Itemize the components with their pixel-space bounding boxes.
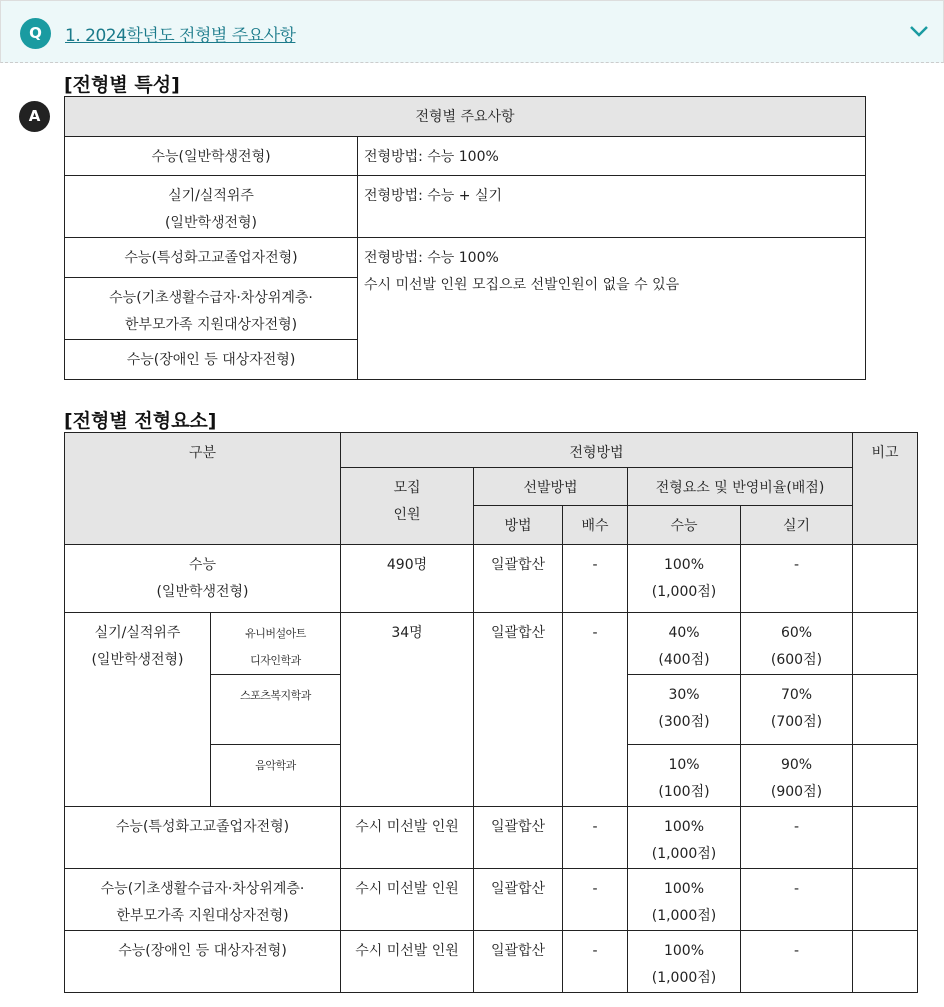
category-cell: 수능(특성화고교졸업자전형) xyxy=(65,807,341,869)
table-row xyxy=(65,238,866,278)
note-cell xyxy=(853,931,918,993)
cell-line: 90% xyxy=(780,757,813,773)
answer-badge: A xyxy=(19,101,50,132)
dept-cell: 스포츠복지학과 xyxy=(211,675,341,745)
csat-cell xyxy=(628,745,741,807)
practical-cell xyxy=(741,675,853,745)
cell-line: 100% xyxy=(663,881,705,897)
multiple-cell: - xyxy=(563,931,628,993)
cell-line: (1,000점) xyxy=(651,970,717,986)
note-cell xyxy=(853,869,918,931)
table-row xyxy=(65,545,918,613)
cell-line: 100% xyxy=(663,557,705,573)
cell-line: (100점) xyxy=(658,784,710,800)
type-cell: 수능(장애인 등 대상자전형) xyxy=(65,340,358,380)
type-cell xyxy=(65,278,358,340)
count-cell: 수시 미선발 인원 xyxy=(341,869,474,931)
table-row xyxy=(65,613,918,675)
count-cell: 수시 미선발 인원 xyxy=(341,807,474,869)
count-cell: 수시 미선발 인원 xyxy=(341,931,474,993)
cell-line: (1,000점) xyxy=(651,846,717,862)
practical-cell: - xyxy=(741,807,853,869)
cell-line: 디자인학과 xyxy=(250,654,301,667)
way-cell: 일괄합산 xyxy=(474,931,563,993)
cell-line: 실기/실적위주 xyxy=(94,625,181,641)
cell-line: (400점) xyxy=(658,652,710,668)
multiple-cell: - xyxy=(563,869,628,931)
cell-line: 30% xyxy=(668,687,700,703)
header-method: 전형방법 xyxy=(341,433,853,468)
csat-cell xyxy=(628,869,741,931)
csat-cell xyxy=(628,675,741,745)
practical-cell: - xyxy=(741,869,853,931)
practical-cell xyxy=(741,613,853,675)
desc-line: 수시 미선발 인원 모집으로 선발인원이 없을 수 있음 xyxy=(364,277,680,293)
dept-cell xyxy=(211,613,341,675)
desc-cell: 전형방법: 수능 + 실기 xyxy=(358,176,866,238)
csat-cell xyxy=(628,807,741,869)
cell-line: 40% xyxy=(668,625,700,641)
table-row xyxy=(65,869,918,931)
characteristics-table xyxy=(64,96,866,380)
count-cell: 490명 xyxy=(341,545,474,613)
csat-cell xyxy=(628,931,741,993)
note-cell xyxy=(853,745,918,807)
header-practical: 실기 xyxy=(741,506,853,545)
type-line: 수능(기초생활수급자·차상위계층· xyxy=(109,290,313,306)
cell-line: 유니버설아트 xyxy=(245,627,306,640)
note-cell xyxy=(853,545,918,613)
cell-line: (1,000점) xyxy=(651,584,717,600)
type-cell: 수능(특성화고교졸업자전형) xyxy=(65,238,358,278)
table-row xyxy=(65,807,918,869)
header-category: 구분 xyxy=(65,433,341,545)
section-title-elements: [전형별 전형요소] xyxy=(64,410,217,432)
header-elements: 전형요소 및 반영비율(배점) xyxy=(628,468,853,506)
question-header[interactable] xyxy=(0,0,944,63)
count-cell: 34명 xyxy=(341,613,474,807)
question-badge: Q xyxy=(20,18,51,49)
note-cell xyxy=(853,675,918,745)
cell-line: 한부모가족 지원대상자전형) xyxy=(116,908,289,924)
way-cell: 일괄합산 xyxy=(474,807,563,869)
cell-line: (900점) xyxy=(770,784,823,800)
category-cell xyxy=(65,869,341,931)
cell-line: 수능 xyxy=(188,557,217,573)
desc-cell: 전형방법: 수능 100% xyxy=(358,137,866,176)
elements-table xyxy=(64,432,918,993)
cell-line: (일반학생전형) xyxy=(156,584,249,600)
csat-cell xyxy=(628,545,741,613)
way-cell: 일괄합산 xyxy=(474,869,563,931)
header-way: 방법 xyxy=(474,506,563,545)
practical-cell xyxy=(741,745,853,807)
dept-cell: 음악학과 xyxy=(211,745,341,807)
header-line: 모집 xyxy=(393,480,421,496)
desc-cell xyxy=(358,238,866,380)
cell-line: (700점) xyxy=(770,714,823,730)
chevron-down-icon[interactable] xyxy=(909,23,929,39)
cell-line: 70% xyxy=(780,687,813,703)
multiple-cell: - xyxy=(563,613,628,807)
header-note: 비고 xyxy=(853,433,918,545)
type-cell xyxy=(65,176,358,238)
question-title-link[interactable]: 1. 2024학년도 전형별 주요사항 xyxy=(65,26,296,46)
csat-cell xyxy=(628,613,741,675)
category-cell xyxy=(65,545,341,613)
header-multiple: 배수 xyxy=(563,506,628,545)
header-csat: 수능 xyxy=(628,506,741,545)
header-recruit xyxy=(341,468,474,545)
way-cell: 일괄합산 xyxy=(474,545,563,613)
table-row xyxy=(65,137,866,176)
header-line: 인원 xyxy=(393,507,421,523)
note-cell xyxy=(853,807,918,869)
type-line: 한부모가족 지원대상자전형) xyxy=(124,317,298,333)
cell-line: (600점) xyxy=(770,652,823,668)
practical-cell: - xyxy=(741,545,853,613)
cell-line: 60% xyxy=(780,625,813,641)
way-cell: 일괄합산 xyxy=(474,613,563,807)
section-title-characteristics: [전형별 특성] xyxy=(64,74,180,96)
cell-line: (300점) xyxy=(658,714,710,730)
table-header: 전형별 주요사항 xyxy=(65,97,866,137)
multiple-cell: - xyxy=(563,807,628,869)
desc-line: 전형방법: 수능 100% xyxy=(364,250,499,266)
cell-line: (일반학생전형) xyxy=(91,652,184,668)
category-cell xyxy=(65,613,211,807)
cell-line: (1,000점) xyxy=(651,908,717,924)
cell-line: 100% xyxy=(663,943,705,959)
multiple-cell: - xyxy=(563,545,628,613)
table-row xyxy=(65,931,918,993)
table-row xyxy=(65,176,866,238)
cell-line: 수능(기초생활수급자·차상위계층· xyxy=(100,881,305,897)
note-cell xyxy=(853,613,918,675)
header-selection: 선발방법 xyxy=(474,468,628,506)
type-line: (일반학생전형) xyxy=(164,215,258,231)
type-line: 실기/실적위주 xyxy=(168,188,254,204)
cell-line: 100% xyxy=(663,819,705,835)
practical-cell: - xyxy=(741,931,853,993)
category-cell: 수능(장애인 등 대상자전형) xyxy=(65,931,341,993)
type-cell: 수능(일반학생전형) xyxy=(65,137,358,176)
cell-line: 10% xyxy=(668,757,700,773)
